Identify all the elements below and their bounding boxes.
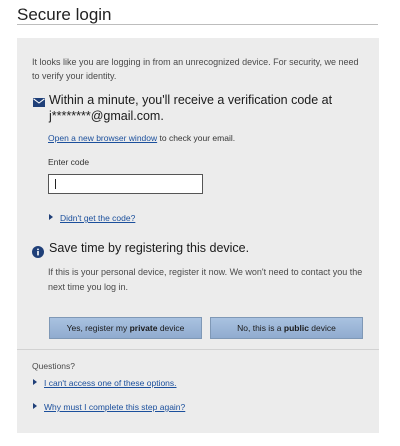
public-button-bold: public [283,323,309,333]
public-button-suffix: device [308,323,336,333]
code-input[interactable] [48,174,203,194]
section-divider [17,349,379,350]
open-browser-window-link[interactable]: Open a new browser window [48,133,158,143]
expand-arrow-icon [33,403,37,409]
info-icon [32,246,44,258]
public-button-prefix: No, this is a [237,323,284,333]
private-button-bold: private [129,323,158,333]
verification-heading: Within a minute, you'll receive a verification code at j********@gmail.com. [49,93,333,123]
questions-label: Questions? [32,361,75,371]
public-device-button[interactable] [210,317,363,339]
register-description: If this is your personal device, register it now. We won't need to contact you the next time you log in. [48,267,363,292]
private-button-suffix: device [157,323,185,333]
page-title: Secure login [17,5,112,24]
why-complete-step-link[interactable]: Why must I complete this step again? [44,402,186,412]
expand-arrow-icon [49,214,53,220]
register-private-device-button[interactable] [49,317,202,339]
didnt-get-code-link[interactable]: Didn't get the code? [60,213,136,223]
private-button-prefix: Yes, register my [66,323,130,333]
expand-arrow-icon [33,379,37,385]
intro-text: It looks like you are logging in from an unrecognized device. For security, we need to verify your identity. [32,57,359,81]
code-label: Enter code [48,157,90,167]
text-caret [55,179,56,189]
register-heading: Save time by registering this device. [49,241,250,255]
envelope-icon [33,98,45,107]
open-window-line [48,133,235,143]
open-window-suffix: to check your email. [157,133,236,143]
title-divider [17,24,378,25]
cant-access-options-link[interactable]: I can't access one of these options. [44,378,177,388]
